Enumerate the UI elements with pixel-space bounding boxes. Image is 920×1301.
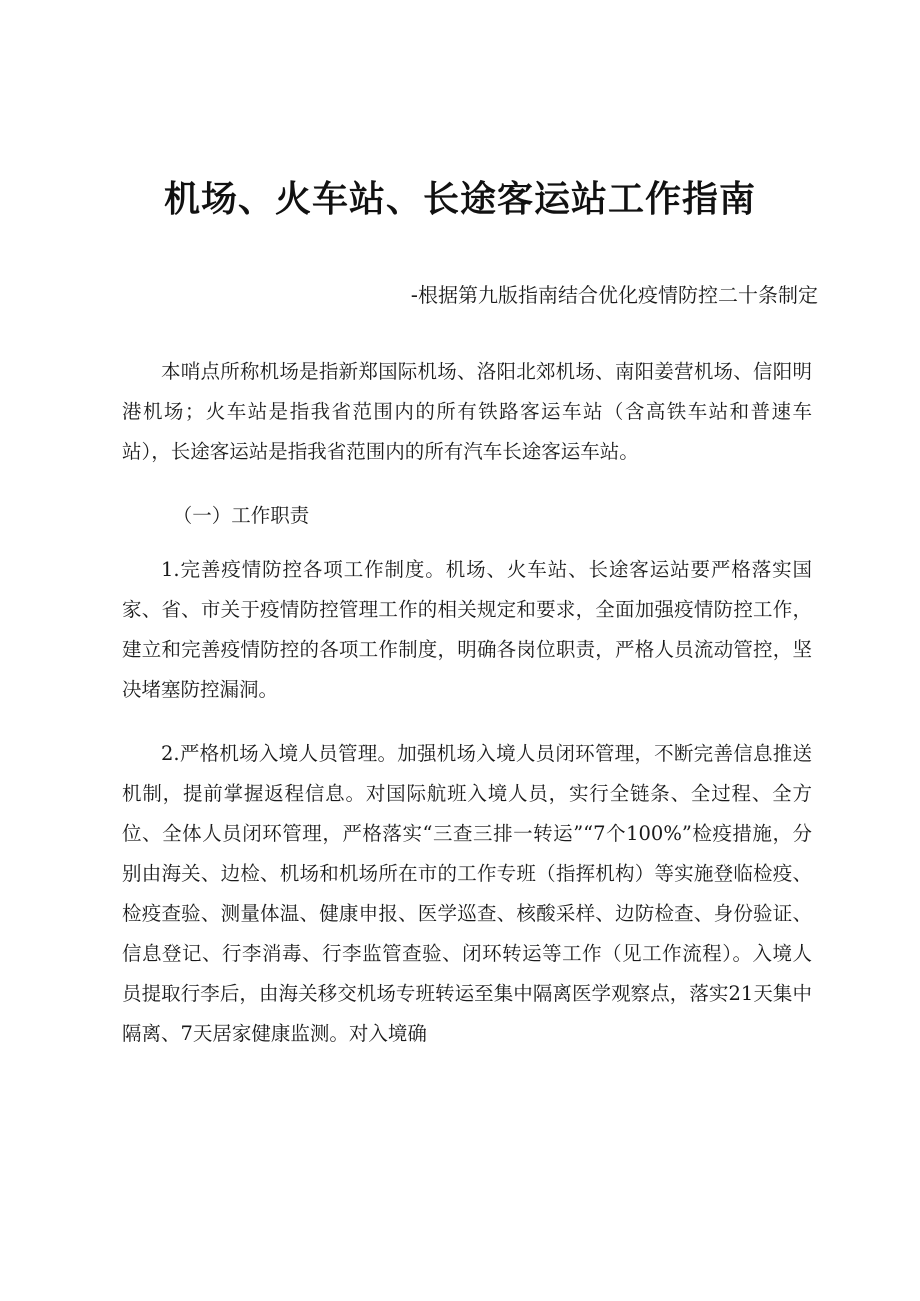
intro-paragraph: 本哨点所称机场是指新郑国际机场、洛阳北郊机场、南阳姜营机场、信阳明港机场；火车站是指我省范围内的所有铁路客运车站（含高铁车站和普速车站），长途客运站是指我省范围内的所有汽车长途客运车站。	[122, 360, 812, 463]
paragraph-1: 1.完善疫情防控各项工作制度。机场、火车站、长途客运站要严格落实国家、省、市关于疫情防控管理工作的相关规定和要求，全面加强疫情防控工作，建立和完善疫情防控的各项工作制度，明确各岗位职责，严格人员流动管控，坚决堵塞防控漏洞。	[122, 558, 812, 701]
document-title: 机场、火车站、长途客运站工作指南	[163, 179, 756, 220]
section-heading: （一）工作职责	[172, 504, 310, 527]
document-subtitle: -根据第九版指南结合优化疫情防控二十条制定	[410, 283, 818, 307]
paragraph-2: 2.严格机场入境人员管理。加强机场入境人员闭环管理，不断完善信息推送机制，提前掌握返程信息。对国际航班入境人员，实行全链条、全过程、全方位、全体人员闭环管理，严格落实“三查三排一转运”“7个100%”检疫措施，分别由海关、边检、机场和机场所在市的工作专班（指挥机构）等实施登临检疫、检疫查验、测量体温、健康申报、医学巡查、核酸采样、边防检查、身份验证、信息登记、行李消毒、行李监管查验、闭环转运等工作（见工作流程）。入境人员提取行李后，由海关移交机场专班转运至集中隔离医学观察点，落实21天集中隔离、7天居家健康监测。对入境确	[122, 742, 812, 1045]
